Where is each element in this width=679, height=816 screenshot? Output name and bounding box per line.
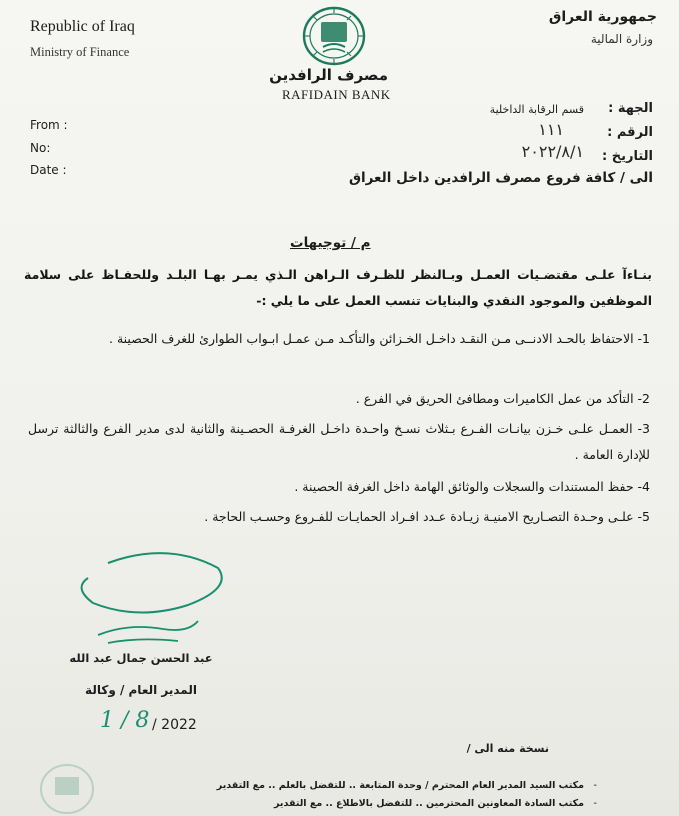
header-ministry-ar: وزارة المالية bbox=[590, 32, 653, 46]
date-label-ar: التاريخ : bbox=[602, 149, 653, 164]
copies-bullet: - bbox=[593, 798, 597, 809]
copies-line-1: مكتب السيد المدير العام المحترم / وحدة المتابعة .. للتفضل بالعلم .. مع التقدير bbox=[216, 780, 584, 791]
from-label: From : bbox=[30, 118, 68, 132]
copies-bullet: - bbox=[593, 780, 597, 791]
handwritten-date: 1 / 8 bbox=[100, 708, 150, 733]
signer-title: المدير العام / وكالة bbox=[85, 683, 197, 697]
rafidain-bank-logo bbox=[301, 5, 367, 67]
copies-label: نسخة منه الى / bbox=[466, 742, 549, 755]
bank-name-ar: مصرف الرافدين bbox=[269, 66, 388, 84]
subject-line: م / توجيهات bbox=[290, 235, 371, 251]
number-value: ١١١ bbox=[538, 120, 564, 139]
entity-value: قسم الرقابة الداخلية bbox=[489, 103, 584, 116]
intro-paragraph: بنـاءآ علـى مقتضـيات العمـل وبـالنظر للظـرف الـراهن الـذي يمـر بهـا البلـد وللحفـاظ على سلامة الموظفين والموجود النقدي والبنايات تنسب العمل على ما يلي :- bbox=[24, 267, 652, 308]
header-country-en: Republic of Iraq bbox=[30, 18, 135, 35]
recipient-line: الى / كافة فروع مصرف الرافدين داخل العراق bbox=[348, 170, 653, 186]
signature-scribble bbox=[68, 543, 228, 658]
watermark-seal bbox=[38, 762, 96, 816]
date-value-ar: ٢٠٢٢/٨/١ bbox=[521, 142, 584, 161]
item-4: 4- حفظ المستندات والسجلات والوثائق الهامة داخل الغرفة الحصينة . bbox=[294, 479, 650, 494]
bank-name-en: RAFIDAIN BANK bbox=[282, 87, 391, 102]
item-3: 3- العمـل علـى خـزن بيانـات الفـرع بـثلاث نسـخ واحـدة داخـل الغرفـة الحصـينة والثانية لدى مدير الفرع والثالثة ترسل للإدارة العامة . bbox=[28, 421, 650, 462]
date-label: Date : bbox=[30, 163, 67, 177]
item-2: 2- التأكد من عمل الكاميرات ومطافئ الحريق في الفرع . bbox=[355, 391, 650, 406]
signer-name: عبد الحسن جمال عبد الله bbox=[69, 651, 213, 665]
header-ministry-en: Ministry of Finance bbox=[30, 45, 130, 59]
entity-label: الجهة : bbox=[608, 101, 653, 116]
item-5: 5- علـى وحـدة التصـاريح الامنيـة زيـادة عـدد افـراد الحمايـات للفـروع وحسـب الحاجة . bbox=[204, 509, 650, 524]
signature-date-year: / 2022 bbox=[152, 717, 197, 733]
copies-line-2: مكتب السادة المعاونين المحترمين .. للتفضل بالاطلاع .. مع التقدير bbox=[274, 798, 584, 809]
no-label: No: bbox=[30, 141, 51, 155]
header-country-ar: جمهورية العراق bbox=[548, 9, 657, 25]
item-1: 1- الاحتفاظ بالحـد الادنــى مـن النقـد داخـل الخـزائن والتأكـد مـن عمـل ابـواب الطوارئ للغرف الحصينة . bbox=[109, 331, 650, 346]
number-label: الرقم : bbox=[607, 125, 653, 140]
